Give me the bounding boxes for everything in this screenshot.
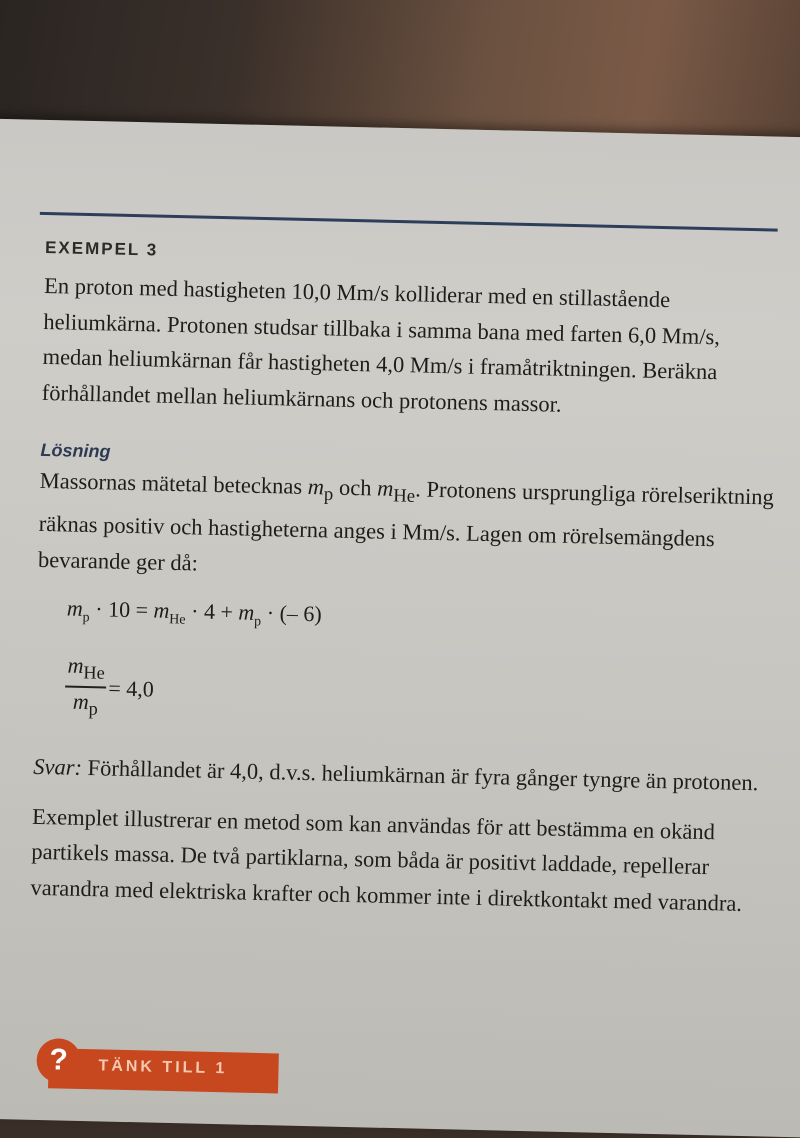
subscript-p: p [253,614,262,630]
eq-part-1: · 10 = [89,596,154,623]
think-box-banner: TÄNK TILL 1 [48,1048,279,1093]
answer-label: Svar: [33,754,83,781]
solution-heading: Lösning [40,439,111,462]
intro-text-1: Massornas mätetal betecknas [39,467,309,499]
fraction-numerator [65,653,107,688]
symbol-m: m [67,652,84,679]
momentum-equation [66,594,777,649]
subscript-he: He [83,662,105,684]
subscript-p: p [88,698,99,719]
book-page [0,118,800,1138]
subscript-p: p [82,610,90,626]
symbol-m: m [307,473,325,500]
ratio-result: = 4,0 [108,675,155,702]
answer-text: Förhållandet är 4,0, d.v.s. heliumkärnan är fyra gånger tyngre än protonen. [81,755,759,796]
symbol-m: m [376,475,394,501]
subscript-he: He [169,612,186,628]
symbol-m: m [153,597,170,623]
intro-text-2: och [333,474,378,501]
answer [33,749,774,801]
subscript-p: p [323,483,334,506]
section-rule [40,212,778,232]
note-paragraph: Exemplet illustrerar en metod som kan användas för att bestämma en okänd partikels massa. De två partiklarna, som båda är positivt laddade, repellerar varandra med elektriska krafter och kommer inte i direktkontakt med varandra. [30,803,743,916]
page-content [30,238,785,922]
question-mark-icon: ? [36,1038,81,1083]
symbol-m: m [72,688,90,714]
symbol-m: m [66,595,84,621]
eq-part-3: · (– 6) [261,599,323,627]
mass-ratio-equation [64,653,775,738]
solution-intro [38,463,780,594]
mass-ratio-fraction [64,653,107,723]
example-heading: EXEMPEL 3 [44,237,159,260]
subscript-he: He [392,485,416,507]
intro-text-3: . Protonens ursprungliga rörelseriktning räknas positiv och hastigheterna anges i Mm/s. Lagen om rörelsemängdens bevarande ger då: [37,476,775,576]
example-problem: En proton med hastigheten 10,0 Mm/s kolliderar med en stillastående heliumkärna. Protonen studsar tillbaka i samma bana med farten 6,0 Mm/s, medan heliumkärnan får hastigheten 4,0 Mm/s i framåtriktningen. Beräkna förhållandet mellan heliumkärnans och protonens massor. [41,272,721,417]
symbol-m: m [238,599,255,625]
fraction-denominator [72,687,98,722]
eq-part-2: · 4 + [185,598,239,625]
